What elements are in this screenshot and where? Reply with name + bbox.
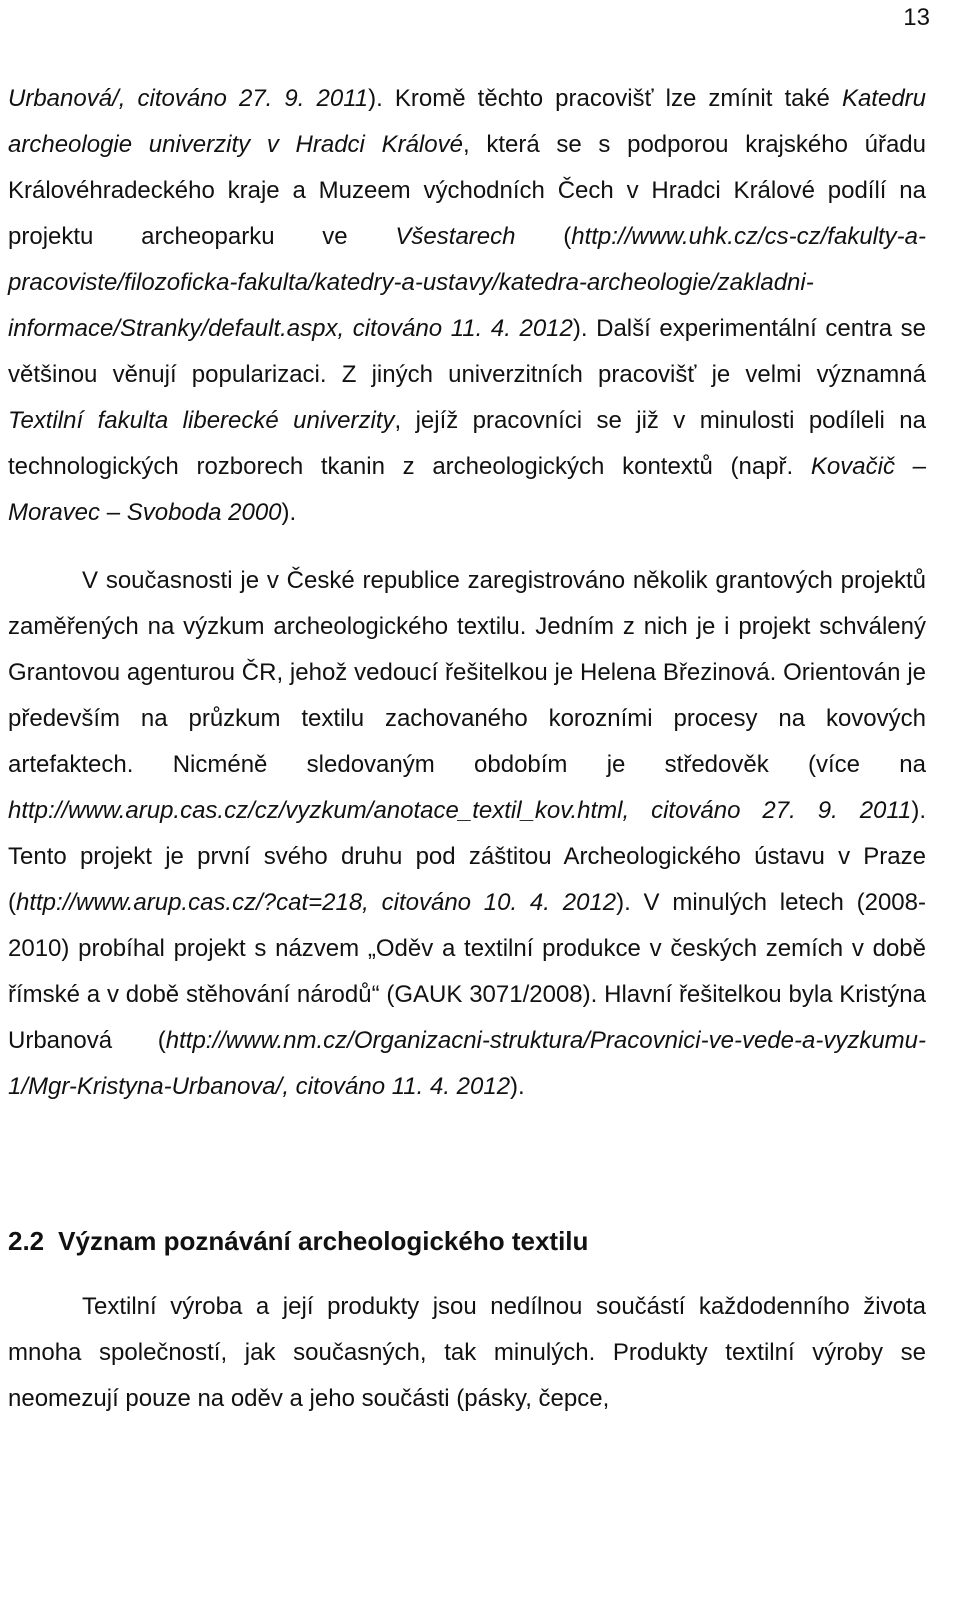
italic-reference: Kovačič – Moravec – Svoboda 2000 <box>8 453 926 526</box>
text: ). Kromě těchto pracovišť lze zmínit také <box>368 85 842 112</box>
paragraph-1 <box>8 76 926 536</box>
italic-url-citation: http://www.nm.cz/Organizacni-struktura/Pracovnici-ve-vede-a-vyzkumu-1/Mgr-Kristyna-Urbanova/, citováno 11. 4. 2012 <box>8 1027 926 1100</box>
text: ). Tento projekt je první svého druhu pod záštitou Archeologického ústavu v Praze ( <box>8 797 926 916</box>
text: ). <box>281 499 297 526</box>
text: ). <box>510 1073 525 1100</box>
text: ). Další experimentální centra se většinou věnují popularizaci. Z jiných univerzitních pracovišť je velmi významná <box>8 315 927 388</box>
text: ( <box>515 223 572 250</box>
paragraph-2 <box>8 558 926 1110</box>
text: V současnosti je v České republice zaregistrováno několik grantových projektů zaměřených na výzkum archeologického textilu. Jedním z nich je i projekt schválený Grantovou agenturou ČR, jehož vedoucí řešitelkou je Helena Březinová. Orientován je především na průzkum textilu zachovaného korozními procesy na kovových artefaktech. Nicméně sledovaným obdobím je středověk (více na <box>8 567 926 778</box>
paragraph-3 <box>8 1284 926 1422</box>
italic-url-citation: http://www.uhk.cz/cs-cz/fakulty-a-pracoviste/filozoficka-fakulta/katedry-a-ustavy/katedra-archeologie/zakladni-informace/Stranky/default.aspx, citováno 11. 4. 2012 <box>8 223 926 342</box>
document-body <box>8 76 926 1422</box>
italic-citation: Urbanová/, citováno 27. 9. 2011 <box>8 85 369 112</box>
section-number: 2.2 <box>8 1226 45 1256</box>
italic-institution: Textilní fakulta liberecké univerzity <box>8 407 395 434</box>
section-heading <box>8 1218 926 1264</box>
page-number: 13 <box>903 4 930 31</box>
text: , jejíž pracovníci se již v minulosti podíleli na technologických rozborech tkanin z archeologických kontextů (např. <box>8 407 926 480</box>
italic-url-citation: http://www.arup.cas.cz/cz/vyzkum/anotace_textil_kov.html, citováno 27. 9. 2011 <box>8 797 912 824</box>
italic-url-citation: http://www.arup.cas.cz/?cat=218, citováno 10. 4. 2012 <box>16 889 617 916</box>
italic-place: Všestarech <box>395 223 516 250</box>
italic-institution: Katedru archeologie univerzity v Hradci Králové <box>8 85 927 158</box>
text: , která se s podporou krajského úřadu Královéhradeckého kraje a Muzeem východních Čech v Hradci Králové podílí na projektu archeoparku ve <box>8 131 926 250</box>
text: Textilní výroba a její produkty jsou nedílnou součástí každodenního života mnoha společností, jak současných, tak minulých. Produkty textilní výroby se neomezují pouze na oděv a jeho součásti (pásky, čepce, <box>8 1293 926 1412</box>
text: ). V minulých letech (2008-2010) probíhal projekt s názvem „Oděv a textilní produkce v českých zemích v době římské a v době stěhování národů“ (GAUK 3071/2008). Hlavní řešitelkou byla Kristýna Urbanová ( <box>8 889 926 1054</box>
section-title: Význam poznávání archeologického textilu <box>58 1226 589 1256</box>
